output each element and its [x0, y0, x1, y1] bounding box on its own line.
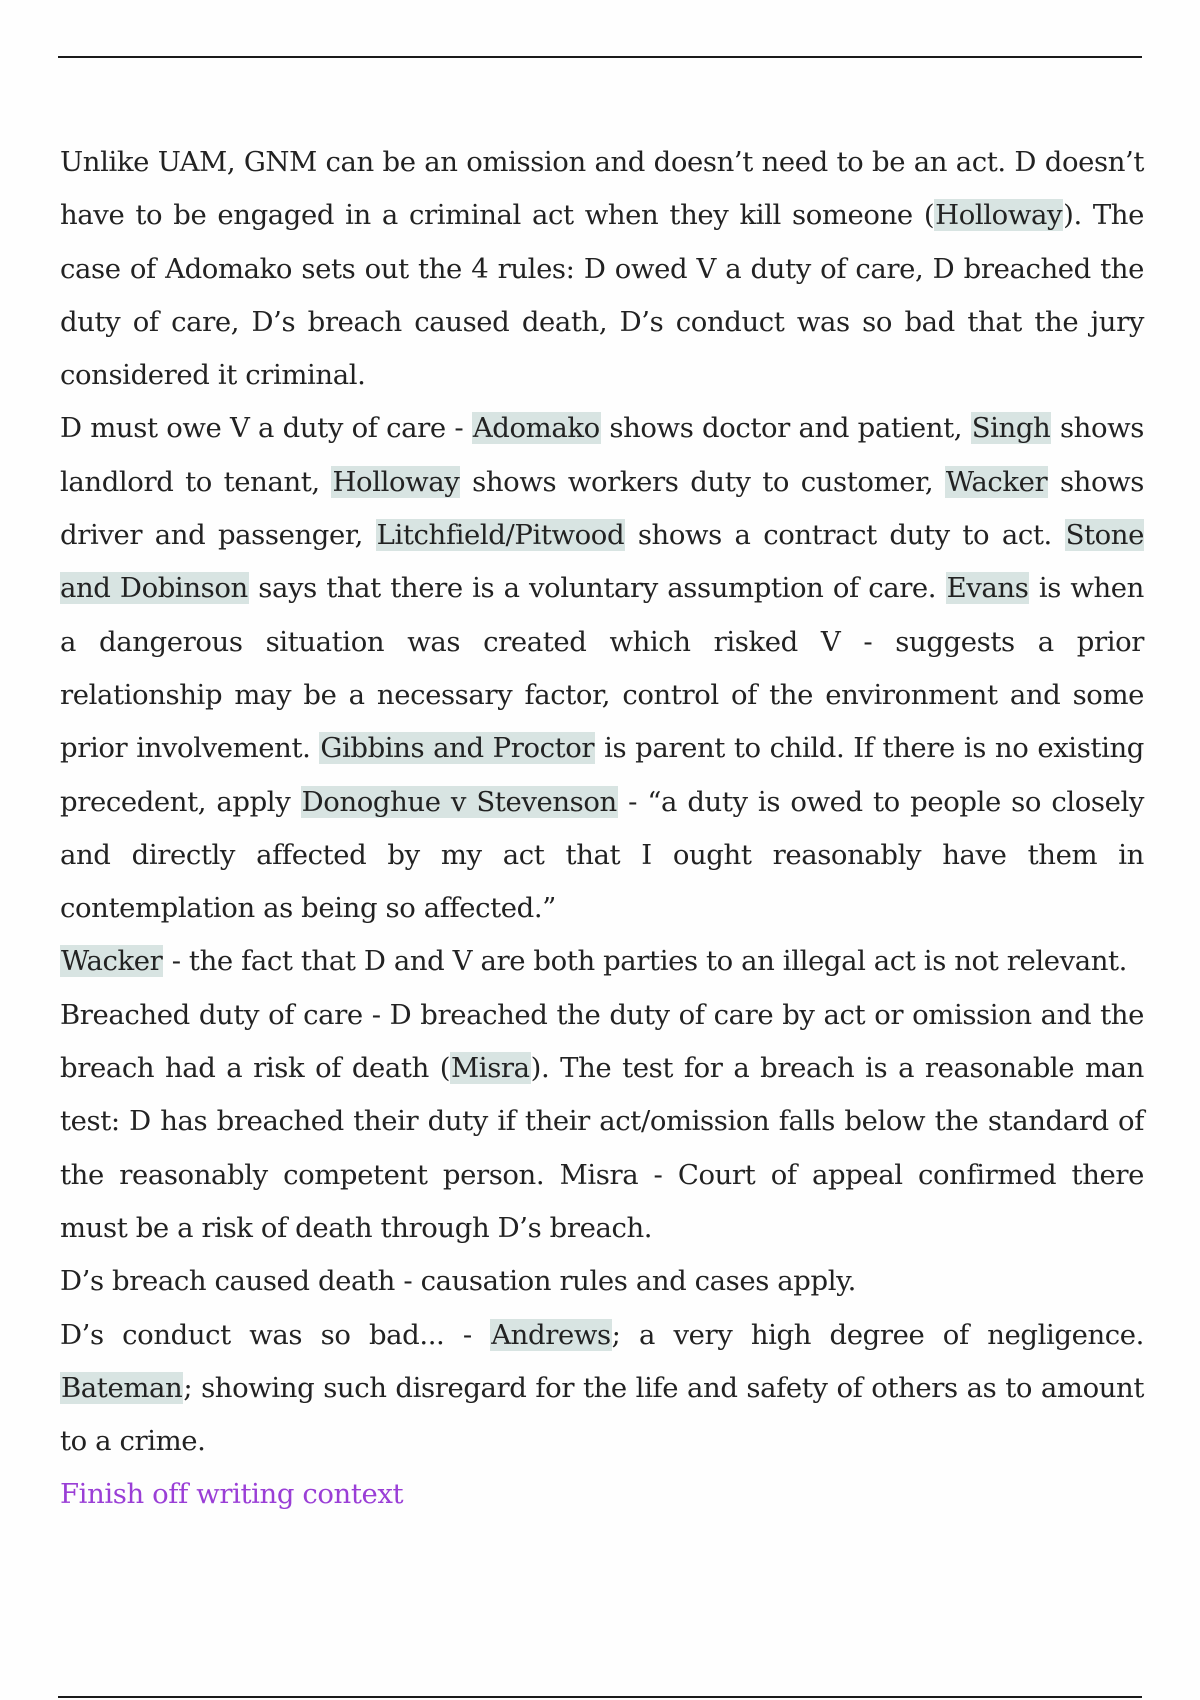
text-run: Breached duty of care - D breached the duty of care by act or omission and the breach had a risk of death ( [60, 998, 1144, 1085]
case-name: Gibbins and Proctor [320, 732, 595, 765]
paragraph-duty-of-care [60, 402, 1144, 935]
top-rule [58, 56, 1142, 58]
text-run: shows landlord to tenant, [60, 412, 1144, 498]
case-name: Bateman [61, 1371, 183, 1404]
text-run: D must owe V a duty of care - [60, 412, 472, 445]
case-name: Litchfield/Pitwood [376, 519, 625, 552]
case-name: Wacker [945, 465, 1048, 498]
text-run: D’s breach caused death - causation rules and cases apply. [60, 1265, 856, 1298]
text-run: Unlike UAM, GNM can be an omission and doesn’t need to be an act. D doesn’t have to be engaged in a criminal act when they kill someone ( [60, 146, 1144, 232]
case-name: Holloway [332, 465, 460, 498]
text-run: is parent to child. If there is no existing precedent, apply [60, 732, 1144, 818]
text-run: shows workers duty to customer, [460, 465, 945, 498]
case-name: Holloway [935, 199, 1063, 232]
case-name: Wacker [61, 945, 163, 978]
bottom-rule [58, 1696, 1142, 1698]
text-run: ; a very high degree of negligence. [611, 1318, 1144, 1351]
text-run: shows doctor and patient, [600, 412, 971, 445]
text-run: says that there is a voluntary assumption of care. [248, 572, 946, 605]
text-run: - “a duty is owed to people so closely and directly affected by my act that I ought reasonably have them in contemplation as being so affected.” [60, 785, 1144, 925]
document-body [60, 136, 1144, 1522]
paragraph-gross-negligence [60, 1309, 1144, 1469]
paragraph-breach [60, 989, 1144, 1255]
paragraph-causation [60, 1255, 1144, 1308]
case-name: Misra [451, 1052, 530, 1085]
todo-note: Finish off writing context [60, 1478, 404, 1511]
case-name: Stone and Dobinson [60, 519, 1144, 605]
text-run: shows driver and passenger, [60, 465, 1145, 552]
paragraph-intro [60, 136, 1144, 402]
text-run: D’s conduct was so bad... - [60, 1318, 491, 1351]
case-name: Adomako [472, 412, 600, 445]
case-name: Evans [946, 572, 1029, 605]
text-run: is when a dangerous situation was created which risked V - suggests a prior relationship may be a necessary factor, control of the environment and some prior involvement. [60, 572, 1144, 765]
case-name: Singh [971, 412, 1051, 445]
case-name: Andrews [491, 1318, 611, 1351]
case-name: Donoghue v Stevenson [301, 785, 617, 818]
text-run: - the fact that D and V are both parties to an illegal act is not relevant. [163, 945, 1128, 978]
text-run: ; showing such disregard for the life and safety of others as to amount to a crime. [60, 1371, 1144, 1458]
paragraph-illegal-act [60, 935, 1144, 988]
text-run: ). The case of Adomako sets out the 4 rules: D owed V a duty of care, D breached the duty of care, D’s breach caused death, D’s conduct was so bad that the jury considered it criminal. [60, 199, 1144, 392]
text-run: shows a contract duty to act. [625, 519, 1065, 552]
text-run: ). The test for a breach is a reasonable man test: D has breached their duty if their act/omission falls below the standard of the reasonably competent person. Misra - Court of appeal confirmed there must be a risk of death through D’s breach. [60, 1052, 1144, 1244]
